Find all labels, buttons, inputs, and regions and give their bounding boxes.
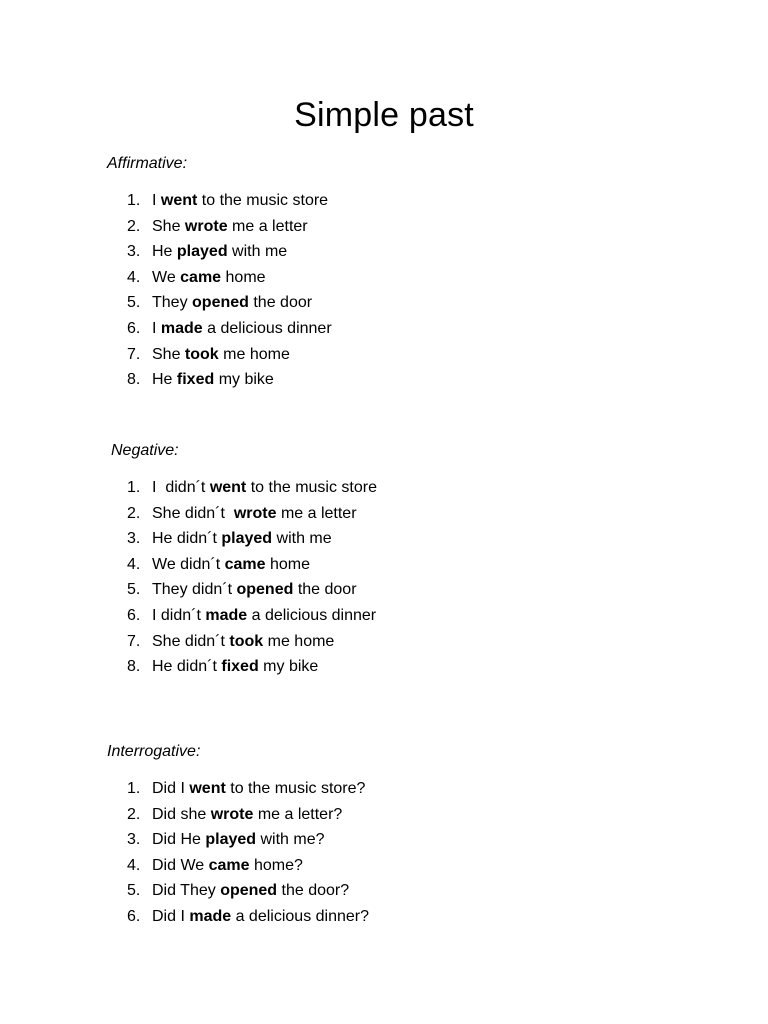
sentence-verb: played [176, 243, 228, 261]
list-item-number: 1. [127, 479, 141, 496]
sentence-rest: to the music store? [225, 780, 366, 797]
sentence-verb: went [209, 479, 247, 496]
list-item [127, 265, 332, 291]
list-item-sentence [152, 853, 303, 879]
list-item [127, 552, 377, 578]
sentence-verb: came [224, 555, 266, 573]
list-item [127, 239, 332, 265]
list-item-sentence [152, 878, 349, 904]
sentence-rest: a delicious dinner? [231, 907, 370, 925]
list-item-sentence [152, 904, 369, 930]
sentence-verb: wrote [233, 504, 277, 522]
sentence-verb: came [180, 268, 222, 286]
list-item [127, 501, 377, 527]
list-item-number: 8. [127, 658, 141, 676]
sentence-verb: came [208, 856, 250, 874]
list-item-sentence [152, 629, 334, 655]
sentence-rest: the door? [277, 882, 350, 900]
sentence-subject: Did I [152, 907, 190, 925]
sentence-verb: fixed [221, 658, 259, 676]
sentence-subject: He didn´t [152, 658, 222, 676]
list-item [127, 526, 377, 552]
list-item-number: 4. [127, 268, 141, 286]
sentence-rest: me home [263, 632, 335, 650]
sentence-subject: He [152, 243, 177, 261]
sentence-verb: took [229, 632, 264, 650]
list-item-number: 4. [127, 856, 141, 874]
sentence-rest: a delicious dinner [247, 606, 377, 624]
list-item-sentence [152, 342, 290, 368]
list-item-number: 5. [127, 882, 141, 900]
sentence-subject: She [152, 345, 185, 363]
sentence-rest: my bike [258, 658, 319, 676]
sentence-subject: She didn´t [152, 632, 230, 650]
sentence-rest: to the music store [197, 192, 329, 209]
sentence-verb: made [189, 907, 232, 925]
sentence-verb: made [160, 319, 203, 337]
list-item-sentence [152, 654, 318, 680]
sentence-rest: home [221, 268, 266, 286]
sentence-verb: took [184, 345, 219, 363]
sentence-subject: They [152, 294, 193, 312]
sentence-verb: opened [220, 882, 278, 900]
list-item-sentence [152, 214, 308, 240]
sentence-verb: played [205, 831, 257, 849]
list-item-sentence [152, 776, 365, 802]
sentence-rest: with me [227, 243, 288, 261]
sentence-subject: They didn´t [152, 581, 237, 599]
list-item [127, 475, 377, 501]
sentence-rest: me a letter [276, 504, 357, 522]
list-item [127, 904, 369, 930]
sentence-subject: Did she [152, 805, 211, 823]
list-item [127, 853, 369, 879]
section-heading-negative: Negative: [111, 442, 179, 459]
list-item-sentence [152, 188, 328, 214]
page-title: Simple past [294, 96, 474, 134]
list-item-number: 8. [127, 371, 141, 389]
list-item-sentence [152, 552, 310, 578]
sentence-subject: Did I [152, 780, 190, 797]
sentence-rest: me a letter [227, 217, 308, 235]
sentence-rest: with me [272, 530, 332, 548]
sentence-subject: Did He [152, 831, 206, 849]
list-item-number: 2. [127, 805, 141, 823]
sentence-rest: home? [249, 856, 303, 874]
sentence-rest: to the music store [246, 479, 377, 496]
sentence-subject: She [152, 217, 185, 235]
list-item [127, 316, 332, 342]
list-item-number: 6. [127, 606, 141, 624]
list-item [127, 577, 377, 603]
sentence-rest: home [265, 555, 311, 573]
sentence-subject: She didn´t [152, 504, 234, 522]
sentence-verb: went [189, 780, 226, 797]
list-item-sentence [152, 265, 266, 291]
list-item [127, 629, 377, 655]
sentence-subject: I didn´t [152, 479, 210, 496]
list-item-sentence [152, 475, 377, 501]
list-item-number: 6. [127, 907, 141, 925]
list-item-sentence [152, 526, 332, 552]
list-item-number: 1. [127, 192, 141, 209]
list-item-number: 2. [127, 504, 141, 522]
list-item-sentence [152, 577, 357, 603]
sentence-subject: I [152, 319, 161, 337]
list-item-sentence [152, 316, 332, 342]
list-item-sentence [152, 802, 342, 828]
list-item-number: 5. [127, 294, 141, 312]
sentence-subject: I didn´t [152, 606, 206, 624]
sentence-rest: my bike [214, 371, 274, 389]
list-item [127, 878, 369, 904]
sentence-verb: played [221, 530, 273, 548]
list-item-number: 6. [127, 319, 141, 337]
list-item-number: 1. [127, 780, 141, 797]
list-item [127, 802, 369, 828]
sentence-verb: fixed [176, 371, 215, 389]
list-item [127, 654, 377, 680]
list-item-number: 5. [127, 581, 141, 599]
list-item-number: 7. [127, 632, 141, 650]
sentence-verb: opened [192, 294, 249, 312]
sentence-verb: opened [236, 581, 294, 599]
list-item-sentence [152, 290, 312, 316]
sentence-subject: We didn´t [152, 555, 225, 573]
sentence-subject: I [152, 192, 161, 209]
sentence-verb: wrote [210, 805, 254, 823]
list-item-sentence [152, 603, 376, 629]
list-item [127, 214, 332, 240]
sentence-rest: me home [218, 345, 290, 363]
list-item [127, 827, 369, 853]
sentence-rest: a delicious dinner [202, 319, 332, 337]
list-item [127, 342, 332, 368]
list-item-number: 7. [127, 345, 141, 363]
list-item-number: 3. [127, 831, 141, 849]
section-heading-affirmative: Affirmative: [107, 155, 188, 172]
list-item-number: 2. [127, 217, 141, 235]
sentence-rest: the door [248, 294, 313, 312]
list-item [127, 603, 377, 629]
sentence-verb: went [160, 192, 198, 209]
sentence-rest: me a letter? [253, 805, 343, 823]
list-item-number: 3. [127, 530, 141, 548]
list-item-number: 3. [127, 243, 141, 261]
sentence-verb: wrote [184, 217, 228, 235]
list-item [127, 290, 332, 316]
list-item-sentence [152, 367, 274, 393]
negative-list [127, 475, 377, 680]
sentence-rest: with me? [256, 831, 325, 849]
list-item-sentence [152, 827, 325, 853]
section-heading-interrogative: Interrogative: [107, 743, 201, 760]
sentence-subject: Did We [152, 856, 209, 874]
list-item-number: 4. [127, 555, 141, 573]
sentence-rest: the door [293, 581, 357, 599]
interrogative-list [127, 776, 369, 930]
list-item [127, 776, 369, 802]
sentence-verb: made [205, 606, 248, 624]
sentence-subject: He didn´t [152, 530, 222, 548]
sentence-subject: He [152, 371, 177, 389]
affirmative-list [127, 188, 332, 393]
list-item [127, 367, 332, 393]
list-item-sentence [152, 239, 287, 265]
list-item [127, 188, 332, 214]
list-item-sentence [152, 501, 357, 527]
sentence-subject: Did They [152, 882, 221, 900]
sentence-subject: We [152, 268, 181, 286]
